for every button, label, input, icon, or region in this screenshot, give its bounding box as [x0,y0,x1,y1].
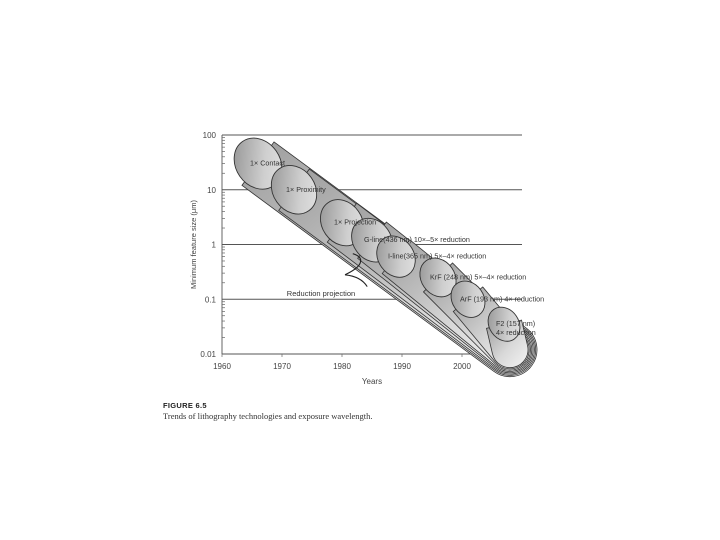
x-tick-label: 2000 [453,362,471,371]
technology-label: KrF (248 nm) 5×–4× reduction [430,272,527,282]
y-axis-title: Minimum feature size (μm) [189,200,198,289]
x-axis-title: Years [361,377,383,386]
technology-label: F2 (157 nm) [496,319,536,329]
y-tick-label: 1 [211,240,216,250]
y-tick-label: 100 [202,131,216,140]
technology-label: 1× Proximity [286,184,326,194]
technology-label: ArF (193 nm) 4× reduction [460,294,545,304]
y-tick-label: 10 [207,185,216,195]
x-tick-label: 1980 [333,362,351,371]
y-tick-label: 0.1 [204,295,216,305]
x-tick-label: 1990 [393,362,411,371]
x-tick-label: 1970 [273,362,291,371]
technology-label: 1× Projection [334,217,377,227]
figure-caption-title: FIGURE 6.5 [163,401,207,410]
technology-label: 1× Contact [250,158,285,168]
figure-caption-text: Trends of lithography technologies and exposure wavelength. [163,411,373,421]
y-tick-label: 0.01 [200,350,216,359]
technology-label-line2: 4× reduction [496,328,536,338]
reduction-projection-label: Reduction projection [286,288,356,298]
x-tick-label: 1960 [213,362,231,371]
technology-label: I-line(365 nm) 5×–4× reduction [388,251,487,261]
technology-label: G-line(436 nm) 10×–5× reduction [364,235,470,245]
